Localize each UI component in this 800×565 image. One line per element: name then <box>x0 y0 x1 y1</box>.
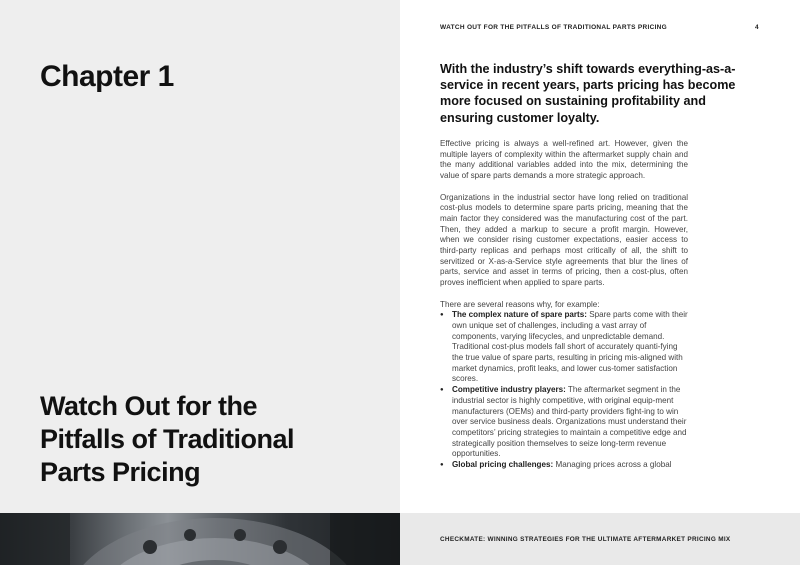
paragraph: Organizations in the industrial sector have long relied on traditional cost-plus models to determine spare parts pricing, meaning that the main factor they considered was the manufacturing cost of the part. Then, they added a markup to secure a profit margin. However, when we consider rising customer expectations, easier access to third-party replicas and perhaps most critically of all, the shift to servitized or X-as-a-Service style agreements that blur the lines of parts, service and asset in terms of pricing, then a cost-plus, often proves inefficient when applied to spare parts. <box>440 192 688 288</box>
brake-disc-image <box>0 513 400 565</box>
body-text <box>440 139 688 471</box>
bullet-item <box>440 385 688 460</box>
page-number: 4 <box>755 24 759 31</box>
bullet-term: Competitive industry players: <box>452 385 566 395</box>
bullet-item <box>440 310 688 385</box>
lead-paragraph: With the industry’s shift towards everything-as-a-service in recent years, parts pricing has become more focused on sustaining profitability and ensuring customer loyalty. <box>440 62 736 125</box>
section-title: Watch Out for the Pitfalls of Traditional Parts Pricing <box>40 391 295 487</box>
bullet-text: Managing prices across a global <box>555 460 672 470</box>
footer <box>400 513 800 565</box>
left-panel <box>0 0 400 513</box>
brake-disc-photo <box>0 513 400 565</box>
paragraph: Effective pricing is always a well-refined art. However, given the multiple layers of complexity within the aftermarket supply chain and the many additional variables added into the mix, determining the value of spare parts demands a more strategic approach. <box>440 139 688 181</box>
bullet-item <box>440 460 688 471</box>
bullet-term: Global pricing challenges: <box>452 460 554 470</box>
bullet-term: The complex nature of spare parts: <box>452 310 587 320</box>
running-head: WATCH OUT FOR THE PITFALLS OF TRADITIONAL PARTS PRICING <box>440 24 668 31</box>
right-panel <box>400 0 800 513</box>
bullet-list <box>440 310 688 471</box>
bullet-text: The aftermarket segment in the industrial sector is highly competitive, with original equip-ment manufacturers (OEMs) and third-party providers fight-ing to win over service business deals. Organizations must understand their competitors’ pricing strategies to maintain a competitive edge and strategically position themselves to seize long-term revenue opportunities. <box>452 385 687 459</box>
chapter-title: Chapter 1 <box>40 60 174 93</box>
paragraph: There are several reasons why, for example: <box>440 299 600 309</box>
bullet-text: Spare parts come with their own unique set of challenges, including a vast array of components, varying lifecycles, and unpredictable demand. Traditional cost-plus models fall short of accurately quanti-fying the true value of spare parts, resulting in pricing mis-aligned with market dynamics, profit leaks, and lower cus-tomer satisfaction scores. <box>452 310 688 384</box>
footer-text: CHECKMATE: WINNING STRATEGIES FOR THE ULTIMATE AFTERMARKET PRICING MIX <box>440 536 731 543</box>
